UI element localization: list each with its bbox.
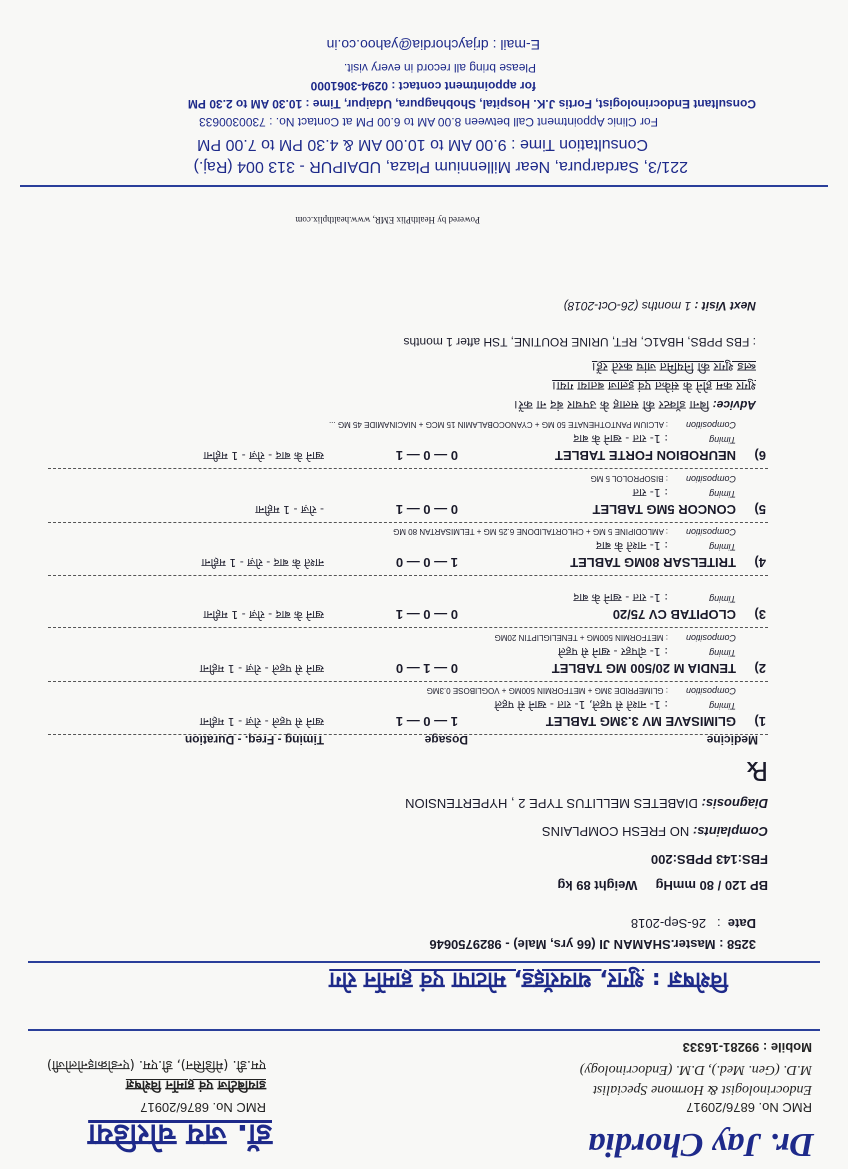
- rx-icon: ℞: [744, 756, 768, 785]
- composition-value: : BISOPROLOL 5 MG: [590, 474, 668, 483]
- header-rule: [28, 1029, 820, 1031]
- medicine-dosage: 0 — 0 — 1: [395, 502, 458, 517]
- composition-label: Composition: [685, 474, 736, 484]
- medicine-dosage: 0 — 1 — 0: [395, 661, 458, 676]
- timing-value: : 1- नाश्ते के बाद: [596, 539, 668, 552]
- medicine-name: TRITELSAR 80MG TABLET: [570, 555, 736, 570]
- vitals: [557, 878, 768, 893]
- composition-label: Composition: [685, 420, 736, 430]
- medicine-freq: खाने के बाद - रोज़ - 1 महीना: [203, 449, 324, 462]
- timing-value: : 1- नाश्ते से पहले, 1- रात - खाने से पहले: [494, 698, 668, 711]
- col-medicine: Medicine: [706, 733, 758, 747]
- footer-rule: [20, 185, 828, 187]
- row-divider: [48, 574, 768, 576]
- composition-value: : AMLODIPINE 5 MG + CHLORTALIDONE 6.25 MG + TELMISARTAN 80 MG: [393, 527, 668, 536]
- row-divider: [48, 467, 768, 469]
- timing-value: : 1- रात - खाने के बाद: [573, 432, 668, 445]
- footer-consultation: Consultation Time : 9.00 AM to 10.00 AM & 4.30 PM to 7.00 PM: [197, 136, 648, 153]
- medicine-number: 4): [754, 555, 766, 570]
- medicine-name: NEUROBION FORTE TABLET: [554, 448, 736, 463]
- footer-appointment: for appointment contact : 0294-3061000: [310, 79, 536, 93]
- medicine-number: 3): [754, 607, 766, 622]
- bp-value: BP 120 / 80 mmHg: [655, 878, 768, 893]
- diagnosis-value: DIABETES MELLITUS TYPE 2 , HYPERTENSION: [405, 796, 698, 811]
- patient-id-name: 3258 : Master.SHAMAN JI (66 yrs, Male) - 9829750646: [429, 937, 756, 952]
- medicine-number: 5): [754, 502, 766, 517]
- row-divider: [48, 733, 768, 735]
- sugar-values: FBS:143 PPBS:200: [650, 852, 768, 867]
- composition-label: Composition: [685, 527, 736, 537]
- date-label: Date: [727, 916, 756, 931]
- mobile-number: Mobile : 99281-16333: [682, 1040, 812, 1055]
- advice-text-1: बिना डॉक्टर की सलाह के उपचार बंद ना करें।: [514, 398, 710, 412]
- complaints-value: NO FRESH COMPLAINS: [541, 824, 690, 839]
- doctor-name: Dr. Jay Chordia: [588, 1126, 814, 1163]
- medicine-freq: खाने से पहले - रोज़ - 1 महीना: [199, 715, 324, 728]
- medicine-freq: - रोज़ - 1 महीना: [255, 503, 324, 516]
- medicine-number: 1): [754, 714, 766, 729]
- medicine-name: CONCOR 5MG TABLET: [592, 502, 736, 517]
- tests-advised: : FBS PPBS, HBA1C, RFT, URINE ROUTINE, TSH after 1 months: [403, 335, 756, 349]
- composition-value: : GLIMEPRIDE 3MG + METFORMIN 500MG + VOGLIBOSE 0.3MG: [426, 686, 668, 695]
- footer-address: 221/3, Sardarpura, Near Millennium Plaza, UDAIPUR - 313 004 (Raj.): [193, 158, 688, 175]
- medicine-freq: खाने के बाद - रोज़ - 1 महीना: [203, 608, 324, 621]
- header-rule-2: [28, 961, 820, 963]
- medicine-name: CLOPITAB CV 75/20: [612, 607, 736, 622]
- col-dosage: Dosage: [424, 733, 468, 747]
- row-divider: [48, 626, 768, 628]
- timing-label: Timing: [709, 435, 736, 445]
- rmc-number: RMC No. 6876/20917: [686, 1100, 812, 1115]
- col-timing: Timing - Freq. - Duration: [184, 733, 324, 747]
- doctor-name-hindi: डॉ. जय चोरडिया: [88, 1117, 272, 1152]
- composition-label: Composition: [685, 686, 736, 696]
- row-divider: [48, 680, 768, 682]
- diagnosis: [405, 796, 768, 811]
- timing-label: Timing: [709, 594, 736, 604]
- advice-line-1: [514, 397, 756, 414]
- timing-value: : 1- रात: [632, 486, 668, 499]
- powered-by: Powered by HealthPlix EMR, www.healthplix.com: [295, 215, 480, 225]
- specialty-strip-label: विशेषज्ञ :: [651, 967, 728, 992]
- diagnosis-label: Diagnosis:: [701, 796, 768, 811]
- specialty-line-2: M.D. (Gen. Med.), D.M. (Endocrinology): [579, 1062, 812, 1077]
- medicine-freq: नाश्ते के बाद - रोज़ - 1 महीना: [201, 556, 324, 569]
- composition-value: : METFORMIN 500MG + TENELIGLIPTIN 20MG: [494, 633, 668, 642]
- specialty-hindi-1: डायबिटीज एवं हार्मोन विशेषज्ञ: [125, 1077, 266, 1092]
- complaints: [542, 824, 768, 839]
- medicine-name: TENDIA M 20/500 MG TABLET: [551, 661, 736, 676]
- specialty-strip-text: शुगर, थायरॉइड, मोटापा एवं हार्मोन रोग: [329, 967, 645, 992]
- medicine-freq: खाने से पहले - रोज़ - 1 महीना: [199, 662, 324, 675]
- footer-consultant: Consultant Endocrinologist, Fortis J.K. Hospital, Shobhagpura, Udaipur, Time : 10.30 AM to 2.30 PM: [187, 97, 756, 111]
- timing-value: : 1- दोपहर - खाने से पहले: [558, 645, 668, 658]
- visit-date: Date : 26-Sep-2018: [630, 916, 756, 931]
- date-value: 26-Sep-2018: [630, 916, 707, 931]
- timing-label: Timing: [709, 648, 736, 658]
- medicine-number: 6): [754, 448, 766, 463]
- weight-value: Weight 89 kg: [557, 878, 638, 893]
- rmc-number-hindi: RMC No. 6876/20917: [140, 1100, 266, 1115]
- specialty-strip: [329, 966, 728, 996]
- composition-value: : ALCIUM PANTOTHENATE 50 MG + CYANOCOBALAMIN 15 MCG + NIACINAMIDE 45 MG ...: [328, 420, 668, 429]
- composition-label: Composition: [685, 633, 736, 643]
- advice-text-2: शुगर कम होने के संकेत एवं इलाज बताया गया।: [552, 379, 756, 393]
- medicine-dosage: 1 — 0 — 0: [395, 555, 458, 570]
- complaints-label: Complaints:: [692, 824, 768, 839]
- footer-clinic: For Clinic Appointment Call between 8.00 AM to 6.00 PM at Contact No. : 7300300633: [199, 115, 658, 129]
- medicine-name: GLIMISAVE MV 3.3MG TABLET: [545, 714, 736, 729]
- next-visit-value: 1 months (26-Oct-2018): [563, 299, 692, 313]
- footer-email: E-mail : drjaychordia@yahoo.co.in: [326, 37, 540, 53]
- advice-text-3: ब्लड शुगर की नियमित जांच करते रहें।: [591, 360, 756, 374]
- specialty-hindi-2: एम.डी. (मेडिसिन), डी.एम. (एन्डोक्राइनोलोजी): [46, 1057, 266, 1072]
- timing-value: : 1- रात - खाने के बाद: [573, 591, 668, 604]
- medicine-number: 2): [754, 661, 766, 676]
- medicine-dosage: 1 — 0 — 1: [395, 714, 458, 729]
- timing-label: Timing: [709, 489, 736, 499]
- timing-label: Timing: [709, 542, 736, 552]
- footer-records: Please bring all record in every visit.: [343, 61, 536, 75]
- specialty-line-1: Endocrinologist & Hormone Specialist: [593, 1082, 812, 1097]
- next-visit: [564, 299, 756, 313]
- advice-label: Advice:: [712, 398, 756, 412]
- medicine-dosage: 0 — 0 — 1: [395, 448, 458, 463]
- row-divider: [48, 521, 768, 523]
- medicine-dosage: 0 — 0 — 1: [395, 607, 458, 622]
- timing-label: Timing: [709, 701, 736, 711]
- next-visit-label: Next Visit :: [694, 299, 756, 313]
